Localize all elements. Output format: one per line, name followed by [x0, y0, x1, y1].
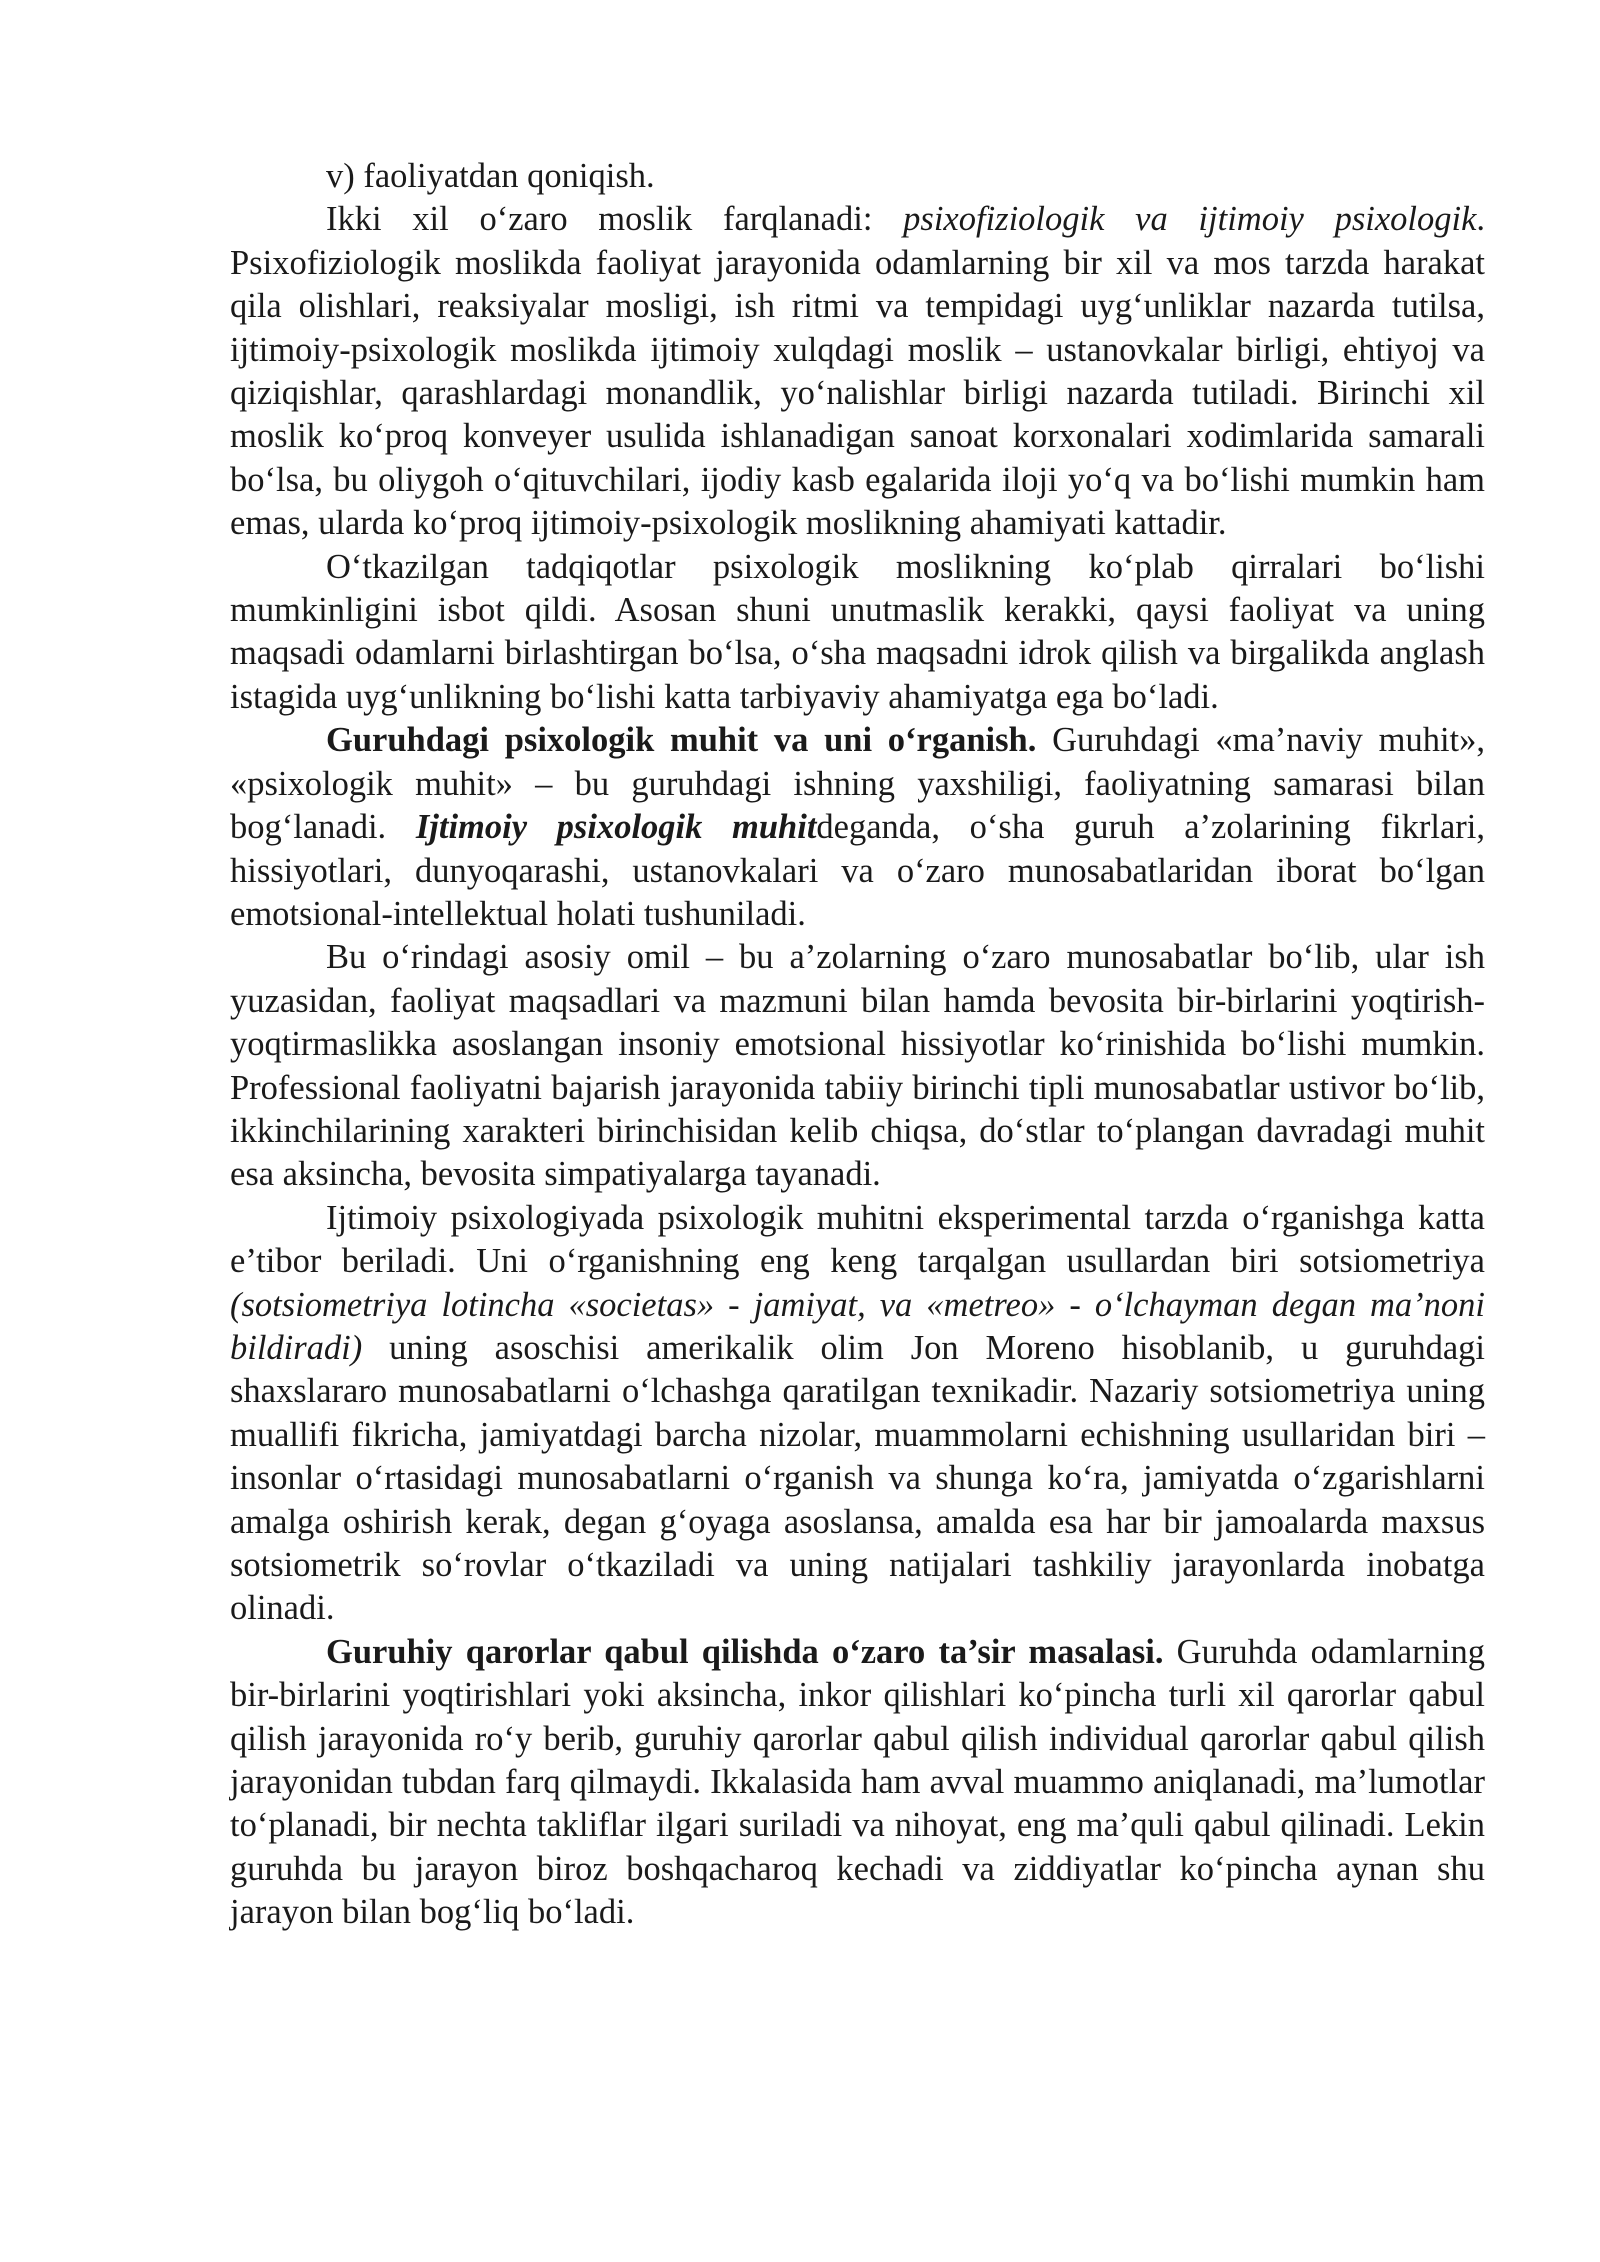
paragraph-7 [230, 1631, 1485, 1935]
paragraph-1 [230, 155, 1485, 198]
paragraph-2-text-a: Ikki xil o‘zaro moslik farqlanadi: [326, 200, 904, 239]
paragraph-5-text: Bu o‘rindagi asosiy omil – bu a’zolarning o‘zaro munosabatlar bo‘lib, ular ish yuzasidan, faoliyat maqsadlari va mazmuni bilan hamda bevosita bir-birlarini yoqtirish-yoqtirmaslikka asoslangan insoniy emotsional hissiyotlar ko‘rinishida bo‘lishi mumkin. Professional faoliyatni bajarish jarayonida tabiiy birinchi tipli munosabatlar ustivor bo‘lib, ikkinchilarining xarakteri birinchisidan kelib chiqsa, do‘stlar to‘plangan davradagi muhit esa aksincha, bevosita simpatiyalarga tayanadi. [230, 938, 1485, 1194]
paragraph-2-text-c: . Psixofiziologik moslikda faoliyat jarayonida odamlarning bir xil va mos tarzda harakat qila olishlari, reaksiyalar mosligi, ish ritmi va tempidagi uyg‘unliklar nazarda tutilsa, ijtimoiy-psixologik moslikda ijtimoiy xulqdagi moslik – ustanovkalar birligi, ehtiyoj va qiziqishlar, qarashlardagi monandlik, yo‘nalishlar birligi nazarda tutiladi. Birinchi xil moslik ko‘proq konveyer usulida ishlanadigan sanoat korxonalari xodimlarida samarali bo‘lsa, bu oliygoh o‘qituvchilari, ijodiy kasb egalarida iloji yo‘q va bo‘lishi mumkin ham emas, ularda ko‘proq ijtimoiy-psixologik moslikning ahamiyati kattadir. [230, 200, 1486, 543]
paragraph-2 [230, 198, 1485, 545]
paragraph-4-bold-italic-term: Ijtimoiy psixologik muhit [415, 808, 817, 847]
paragraph-3-text: O‘tkazilgan tadqiqotlar psixologik moslikning ko‘plab qirralari bo‘lishi mumkinligini isbot qildi. Asosan shuni unutmaslik kerakki, qaysi faoliyat va uning maqsadi odamlarni birlashtirgan bo‘lsa, o‘sha maqsadni idrok qilish va birgalikda anglash istagida uyg‘unlikning bo‘lishi katta tarbiyaviy ahamiyatga ega bo‘ladi. [230, 547, 1485, 716]
paragraph-4 [230, 719, 1485, 936]
document-page [230, 155, 1485, 1935]
paragraph-2-italic-term: psixofiziologik va ijtimoiy psixologik [903, 200, 1477, 239]
paragraph-6-italic-definition: (sotsiometriya lotincha «societas» - jamiyat, va «metreo» - o‘lchayman degan ma’noni bildiradi) [230, 1285, 1485, 1367]
paragraph-3 [230, 546, 1485, 720]
paragraph-5 [230, 936, 1485, 1196]
paragraph-7-text-a: Guruhda odamlarning bir-birlarini yoqtirishlari yoki aksincha, inkor qilishlari ko‘pincha turli xil qarorlar qabul qilish jarayonida ro‘y berib, guruhiy qarorlar qabul qilish individual qarorlar qabul qilish jarayonidan tubdan farq qilmaydi. Ikkalasida ham avval muammo aniqlanadi, ma’lumotlar to‘planadi, bir nechta takliflar ilgari suriladi va nihoyat, eng ma’quli qabul qilinadi. Lekin guruhda bu jarayon biroz boshqacharoq kechadi va ziddiyatlar ko‘pincha aynan shu jarayon bilan bog‘liq bo‘ladi. [230, 1632, 1485, 1932]
section-heading-psychological-climate: Guruhdagi psixologik muhit va uni o‘rganish. [326, 721, 1037, 760]
section-heading-group-decisions: Guruhiy qarorlar qabul qilishda o‘zaro ta’sir masalasi. [326, 1632, 1164, 1671]
paragraph-6-text-a: Ijtimoiy psixologiyada psixologik muhitni eksperimental tarzda o‘rganishga katta e’tibor beriladi. Uni o‘rganishning eng keng tarqalgan usullardan biri sotsiometriya [230, 1198, 1485, 1281]
paragraph-4-text-c: deganda, o‘sha guruh a’zolarining fikrlari, hissiyotlari, dunyoqarashi, ustanovkalari va o‘zaro munosabatlaridan iborat bo‘lgan emotsional-intellektual holati tushuniladi. [230, 808, 1485, 933]
paragraph-4-text-a: Guruhdagi «ma’naviy muhit», «psixologik muhit» – bu guruhdagi ishning yaxshiligi, faoliyatning samarasi bilan bog‘lanadi. [230, 721, 1486, 847]
paragraph-6 [230, 1197, 1485, 1631]
paragraph-1-text: v) faoliyatdan qoniqish. [326, 157, 655, 195]
paragraph-6-text-c: uning asoschisi amerikalik olim Jon Moreno hisoblanib, u guruhdagi shaxslararo munosabatlarni o‘lchashga qaratilgan texnikadir. Nazariy sotsiometriya uning muallifi fikricha, jamiyatdagi barcha nizolar, muammolarni echishning usullaridan biri – insonlar o‘rtasidagi munosabatlarni o‘rganish va shunga ko‘ra, jamiyatda o‘zgarishlarni amalga oshirish kerak, degan g‘oyaga asoslansa, amalda esa har bir jamoalarda maxsus sotsiometrik so‘rovlar o‘tkaziladi va uning natijalari tashkiliy jarayonlarda inobatga olinadi. [230, 1328, 1485, 1628]
